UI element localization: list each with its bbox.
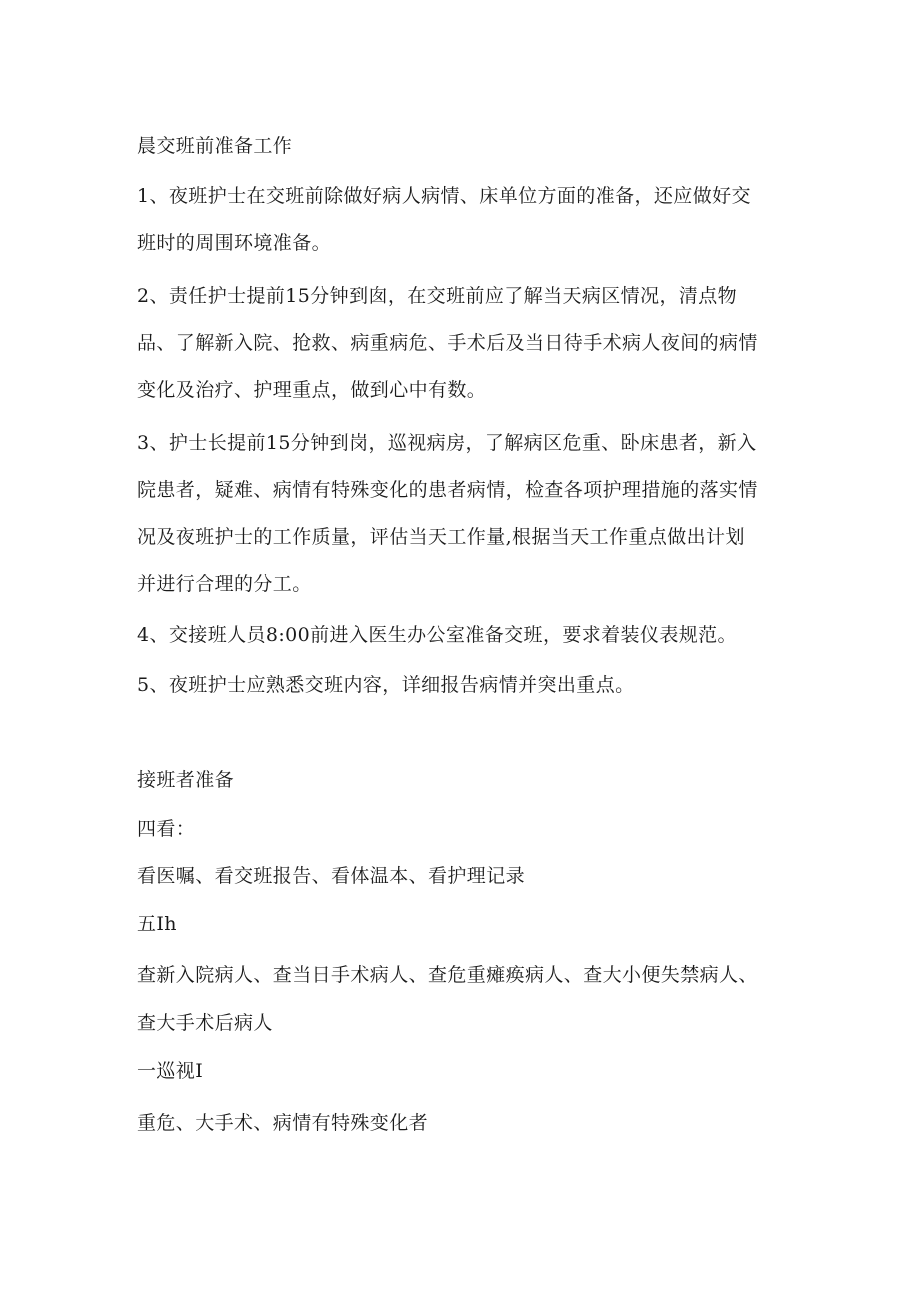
item-3-line-4: 并进行合理的分工。 bbox=[137, 573, 312, 595]
item-1-line-2: 班时的周围环境准备。 bbox=[137, 232, 332, 254]
item-2-line-2: 品、了解新入院、抢救、病重病危、手术后及当日待手术病人夜间的病情 bbox=[137, 332, 758, 354]
item-4-line-1: 4、交接班人员8:00前进入医生办公室准备交班，要求着装仪表规范。 bbox=[137, 624, 737, 646]
section-title-morning-handover-prep: 晨交班前准备工作 bbox=[137, 135, 293, 157]
patrol-heading: 一巡视I bbox=[137, 1060, 204, 1082]
five-checks-heading: 五Ih bbox=[137, 913, 177, 935]
item-1-line-1: 1、夜班护士在交班前除做好病人病情、床单位方面的准备，还应做好交 bbox=[137, 185, 751, 207]
patrol-text: 重危、大手术、病情有特殊变化者 bbox=[137, 1112, 429, 1134]
four-looks-text: 看医嘱、看交班报告、看体温本、看护理记录 bbox=[137, 865, 526, 887]
section-title-incoming-shift-prep: 接班者准备 bbox=[137, 769, 235, 791]
five-checks-line-2: 查大手术后病人 bbox=[137, 1012, 273, 1034]
item-2-line-3: 变化及治疗、护理重点，做到心中有数。 bbox=[137, 379, 487, 401]
item-2-line-1: 2、责任护士提前15分钟到囱，在交班前应了解当天病区情况，清点物 bbox=[137, 285, 738, 307]
four-looks-heading: 四看： bbox=[137, 818, 196, 840]
five-checks-line-1: 查新入院病人、查当日手术病人、查危重瘫痪病人、查大小便失禁病人、 bbox=[137, 964, 758, 986]
item-3-line-1: 3、护士长提前15分钟到岗，巡视病房，了解病区危重、卧床患者，新入 bbox=[137, 432, 757, 454]
item-3-line-3: 况及夜班护士的工作质量，评估当天工作量,根据当天工作重点做出计划 bbox=[137, 526, 745, 548]
item-5-line-1: 5、夜班护士应熟悉交班内容，详细报告病情并突出重点。 bbox=[137, 674, 635, 696]
item-3-line-2: 院患者，疑难、病情有特殊变化的患者病情，检查各项护理措施的落实情 bbox=[137, 479, 758, 501]
